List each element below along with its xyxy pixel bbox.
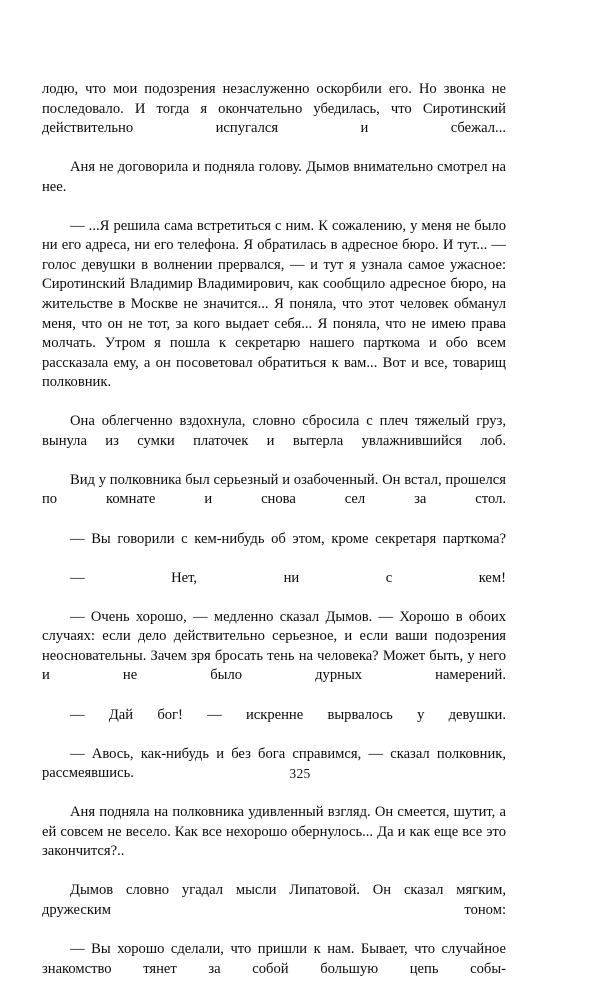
paragraph: Дымов словно угадал мысли Липатовой. Он сказал мягким, дружеским тоном: xyxy=(42,882,506,918)
page-text-column xyxy=(42,80,506,999)
paragraph: Аня подняла на полковника удивленный взгляд. Он смеется, шутит, а ей совсем не весело. Как все нехорошо обернулось... Да и как еще все это закончится?.. xyxy=(42,804,506,860)
page-number: 325 xyxy=(289,766,311,781)
paragraph: Она облегченно вздохнула, словно сбросила с плеч тяжелый груз, вынула из сумки платочек и вытерла увлажнившийся лоб. xyxy=(42,413,506,449)
paragraph: Вид у полковника был серьезный и озабоченный. Он встал, прошелся по комнате и снова сел за стол. xyxy=(42,471,506,508)
paragraph: Аня не договорила и подняла голову. Дымов внимательно смотрел на нее. xyxy=(42,159,506,195)
paragraph: — ...Я решила сама встретиться с ним. К сожалению, у меня не было ни его адреса, ни его телефона. Я обратилась в адресное бюро. И тут... — голос девушки в волнении прервался, — и тут я узнала самое ужасное: Сиротинский Владимир Владимирович, как сообщило адресное бюро, на жительстве в Москве не значится... Я поняла, что этот человек обманул меня, что он не тот, за кого выдает себя... Я поняла, что не имею права молчать. Утром я пошла к секретарю нашего парткома и обо всем рассказала ему, а он посоветовал обратиться к вам... Вот и все, товарищ полковник. xyxy=(42,217,506,391)
paragraph: — Авось, как-нибудь и без бога справимся, — сказал полковник, рассмеявшись. xyxy=(42,745,506,782)
paragraph: — Нет, ни с кем! xyxy=(70,569,506,586)
paragraph: лодю, что мои подозрения незаслуженно оскорбили его. Но звонка не последовало. И тогда я окончательно убедилась, что Сиротинский действительно испугался и сбежал... xyxy=(42,81,506,137)
paragraph: — Очень хорошо, — медленно сказал Дымов. — Хорошо в обоих случаях: если дело действительно серьезное, и если ваши подозрения неосновательны. Зачем зря бросать тень на человека? Может быть, у него и не было дурных намерений. xyxy=(42,608,506,684)
paragraph: — Вы говорили с кем-нибудь об этом, кроме секретаря парткома? xyxy=(70,530,506,547)
paragraph: — Дай бог! — искренне вырвалось у девушки. xyxy=(70,706,506,723)
paragraph: — Вы хорошо сделали, что пришли к нам. Бывает, что случайное знакомство тянет за собой большую цепь собы- xyxy=(42,941,506,977)
